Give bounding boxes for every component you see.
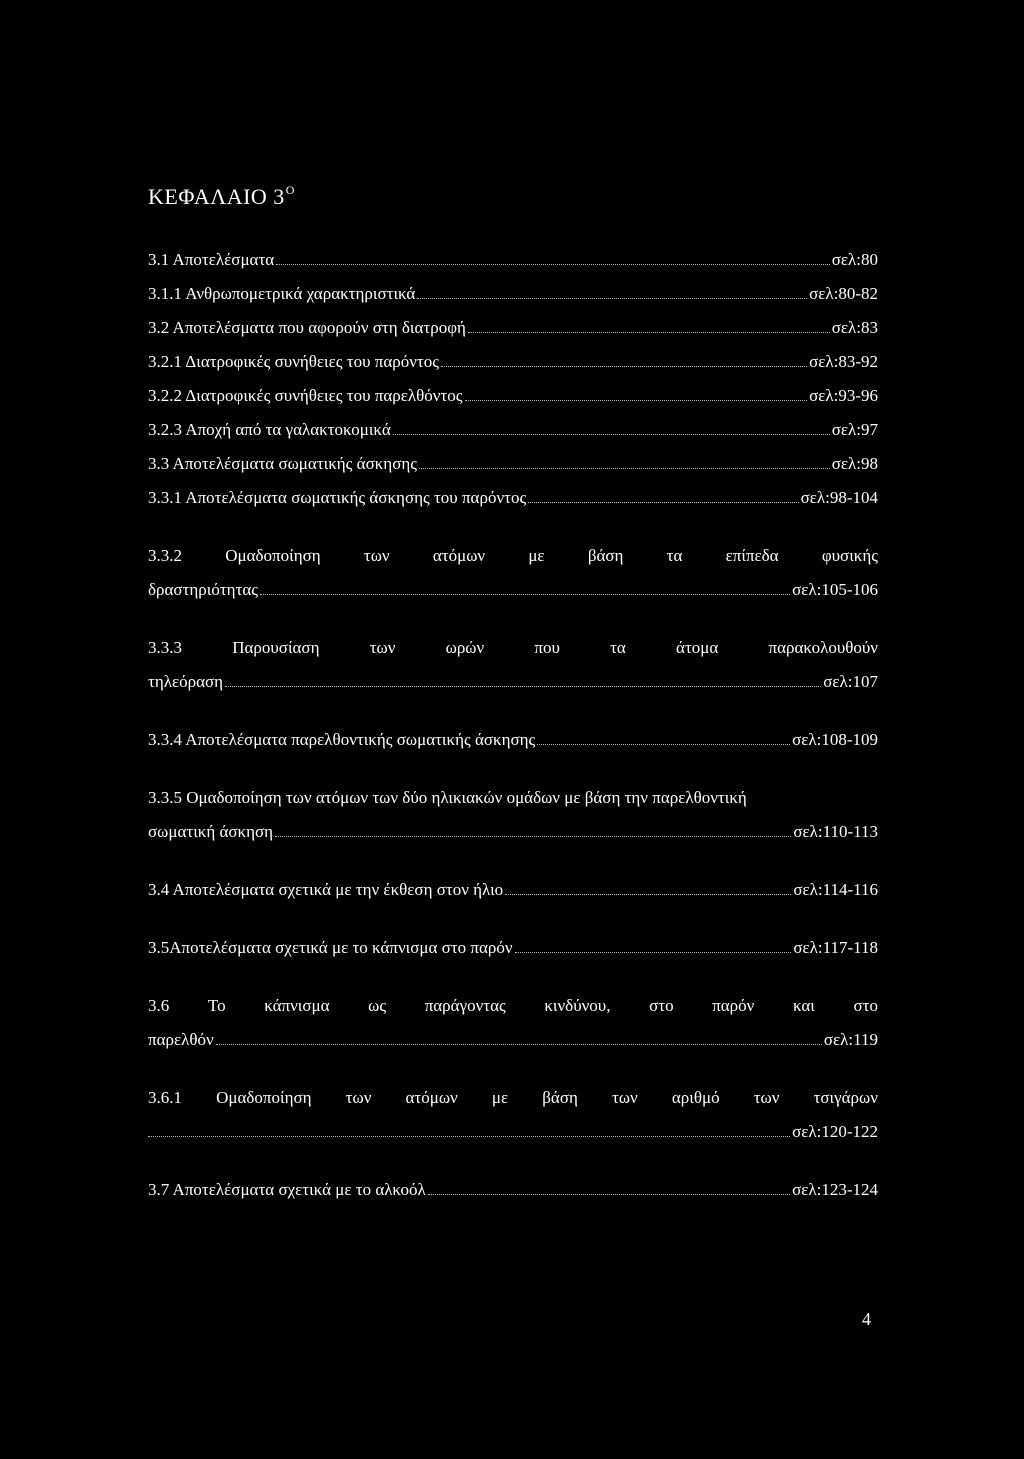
dot-leader: [393, 434, 830, 435]
toc-entry: [148, 1030, 878, 1050]
dot-leader: [225, 686, 821, 687]
toc-entry-page: σελ:83: [831, 318, 878, 337]
toc-word: τσιγάρων: [813, 1088, 878, 1107]
toc-entry-first-line: [148, 788, 878, 808]
toc-word: Το: [207, 996, 226, 1015]
toc-word: κινδύνου,: [544, 996, 611, 1015]
toc-word: στο: [853, 996, 878, 1015]
toc-word: 3.6: [148, 996, 170, 1015]
toc-word: των: [612, 1088, 638, 1107]
toc-word: των: [345, 1088, 372, 1107]
toc-word: βάση: [587, 546, 624, 565]
toc-word: Ομαδοποίηση: [216, 1088, 312, 1107]
toc-entry-page: σελ:117-118: [793, 938, 878, 957]
dot-leader: [275, 836, 791, 837]
dot-leader: [505, 894, 791, 895]
toc-entry-title: 3.1 Αποτελέσματα: [148, 250, 275, 269]
toc-entry-title: 3.7 Αποτελέσματα σχετικά με το αλκοόλ: [148, 1180, 426, 1199]
dot-leader: [216, 1044, 822, 1045]
toc-entry-page: σελ:80-82: [809, 284, 878, 303]
toc-word: παρακολουθούν: [768, 638, 878, 657]
toc-entry-title: 3.3.5 Ομαδοποίηση των ατόμων των δύο ηλικιακών ομάδων με βάση την παρελθοντική: [148, 788, 747, 807]
toc-entry: [148, 1122, 878, 1142]
toc-word: φυσικής: [821, 546, 878, 565]
toc-entry-page: σελ:114-116: [793, 880, 878, 899]
toc-entry: [148, 580, 878, 600]
toc-word: ατόμων: [432, 546, 486, 565]
toc-entry-first-line: [148, 1088, 878, 1108]
toc-entry: [148, 250, 878, 270]
toc-entry: [148, 284, 878, 304]
dot-leader: [515, 952, 792, 953]
dot-leader: [417, 298, 807, 299]
toc-entry: [148, 672, 878, 692]
toc-word: άτομα: [676, 638, 719, 657]
toc-entry-title: παρελθόν: [148, 1030, 214, 1049]
toc-word: επίπεδα: [725, 546, 779, 565]
chapter-heading-superscript: Ο: [285, 183, 295, 197]
toc-entry-page: σελ:98-104: [800, 488, 878, 507]
toc-entry-title: δραστηριότητας: [148, 580, 259, 599]
toc-entry-page: σελ:119: [823, 1030, 878, 1049]
dot-leader: [465, 400, 808, 401]
toc-word: Παρουσίαση: [232, 638, 320, 657]
toc-entry-title: 3.1.1 Ανθρωπομετρικά χαρακτηριστικά: [148, 284, 416, 303]
toc-entry-title: 3.2 Αποτελέσματα που αφορούν στη διατροφή: [148, 318, 466, 337]
toc-entry-page: σελ:80: [831, 250, 878, 269]
toc-entry-title: σωματική άσκηση: [148, 822, 274, 841]
dot-leader: [260, 594, 790, 595]
toc-word: παρόν: [712, 996, 755, 1015]
toc-word: των: [753, 1088, 780, 1107]
dot-leader: [428, 1194, 790, 1195]
toc-entry: [148, 420, 878, 440]
toc-word: που: [534, 638, 560, 657]
toc-word: και: [792, 996, 815, 1015]
toc-word: 3.3.3: [148, 638, 182, 657]
toc-entry-page: σελ:93-96: [809, 386, 878, 405]
toc-word: με: [528, 546, 545, 565]
toc-word: παράγοντας: [424, 996, 506, 1015]
toc-entry-page: σελ:105-106: [792, 580, 878, 599]
toc-entry-title: 3.2.2 Διατροφικές συνήθειες του παρελθόντος: [148, 386, 463, 405]
toc-entry-page: σελ:110-113: [793, 822, 878, 841]
toc-entry-page: σελ:83-92: [809, 352, 878, 371]
dot-leader: [528, 502, 798, 503]
toc-entry-page: σελ:98: [831, 454, 878, 473]
toc-entry: [148, 454, 878, 474]
toc-entry-title: 3.4 Αποτελέσματα σχετικά με την έκθεση στον ήλιο: [148, 880, 504, 899]
dot-leader: [441, 366, 807, 367]
page-number: 4: [862, 1309, 871, 1329]
toc-word: ατόμων: [405, 1088, 458, 1107]
toc-word: Ομαδοποίηση: [225, 546, 321, 565]
toc-entry-title: 3.2.3 Αποχή από τα γαλακτοκομικά: [148, 420, 391, 439]
toc-entry-page: σελ:108-109: [792, 730, 878, 749]
toc-entry-page: σελ:97: [831, 420, 878, 439]
toc-entry: [148, 318, 878, 338]
toc-entry: [148, 488, 878, 508]
toc-word: 3.6.1: [148, 1088, 182, 1107]
toc-entry-title: 3.5Αποτελέσματα σχετικά με το κάπνισμα στο παρόν: [148, 938, 513, 957]
dot-leader: [148, 1136, 790, 1137]
toc-entry-first-line: [148, 546, 878, 566]
toc-entry: [148, 730, 878, 750]
table-of-contents: [148, 250, 878, 1200]
toc-word: ωρών: [445, 638, 485, 657]
chapter-heading: ΚΕΦΑΛΑΙΟ $3^O$: [148, 183, 295, 209]
toc-word: στο: [649, 996, 674, 1015]
toc-entry: [148, 880, 878, 900]
toc-word: ως: [368, 996, 387, 1015]
toc-entry: [148, 938, 878, 958]
toc-entry: [148, 352, 878, 372]
toc-entry-title: 3.3 Αποτελέσματα σωματικής άσκησης: [148, 454, 417, 473]
toc-entry-first-line: [148, 638, 878, 658]
toc-word: με: [491, 1088, 509, 1107]
toc-word: των: [369, 638, 396, 657]
dot-leader: [468, 332, 830, 333]
toc-word: βάση: [542, 1088, 578, 1107]
toc-entry-page: σελ:107: [823, 672, 878, 691]
toc-entry-page: σελ:120-122: [792, 1122, 878, 1141]
toc-entry-title: 3.3.4 Αποτελέσματα παρελθοντικής σωματικής άσκησης: [148, 730, 536, 749]
toc-entry-first-line: [148, 996, 878, 1016]
toc-entry-page: σελ:123-124: [792, 1180, 878, 1199]
toc-word: αριθμό: [671, 1088, 720, 1107]
toc-entry-title: τηλεόραση: [148, 672, 224, 691]
dot-leader: [537, 744, 790, 745]
toc-entry: [148, 822, 878, 842]
toc-word: τα: [610, 638, 626, 657]
dot-leader: [276, 264, 830, 265]
toc-word: 3.3.2: [148, 546, 182, 565]
toc-word: των: [363, 546, 390, 565]
toc-word: τα: [666, 546, 683, 565]
toc-entry-title: 3.2.1 Διατροφικές συνήθειες του παρόντος: [148, 352, 439, 371]
toc-entry-title: 3.3.1 Αποτελέσματα σωματικής άσκησης του παρόντος: [148, 488, 527, 507]
dot-leader: [419, 468, 830, 469]
toc-entry: [148, 386, 878, 406]
toc-entry: [148, 1180, 878, 1200]
toc-word: κάπνισμα: [264, 996, 330, 1015]
